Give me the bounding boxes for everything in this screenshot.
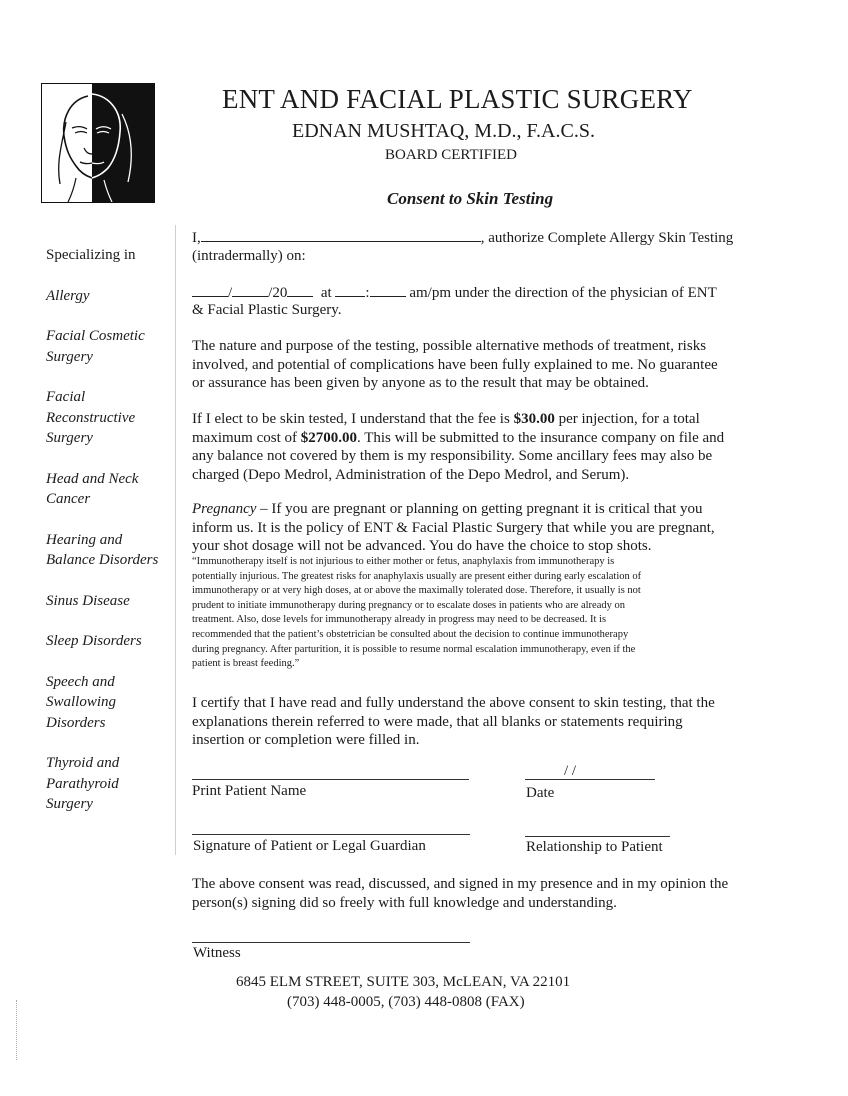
specialty-item: [46, 469, 171, 510]
date-slash: /: [228, 285, 233, 301]
specialty-line: Thyroid and: [46, 755, 120, 771]
witness-statement-line: The above consent was read, discussed, and signed in my presence and in my opinion the: [192, 876, 729, 892]
schedule-text: am/pm under the direction of the physician of ENT: [409, 285, 717, 301]
quote-line: recommended that the patient’s obstetrician be consulted about the decision to continue immunotherapy: [192, 628, 629, 640]
patient-name-blank[interactable]: [201, 229, 481, 242]
fee-line: charged (Depo Medrol, Administration of the Depo Medrol, and Serum).: [192, 466, 630, 483]
certify-line: explanations therein referred to were made, that all blanks or statements requiring: [192, 713, 683, 730]
nature-line: or assurance has been given by anyone as to the result that may be obtained.: [192, 375, 649, 391]
fee-paragraph: [192, 410, 724, 484]
specialty-item: [46, 326, 171, 367]
specialty-item: [46, 530, 171, 571]
hour-blank[interactable]: [335, 284, 365, 297]
specialty-line: Swallowing: [46, 694, 117, 710]
specialty-line: Sleep Disorders: [46, 633, 142, 649]
specialty-item: [46, 286, 171, 307]
date-slashes: / /: [564, 763, 577, 779]
time-colon: :: [365, 285, 370, 301]
schedule-line: [192, 284, 717, 303]
specialty-line: Sinus Disease: [46, 592, 130, 609]
fee-text: . This will be submitted to the insurance company on file and: [357, 429, 725, 446]
nature-paragraph: [192, 337, 718, 393]
pregnancy-line: your shot dosage will not be advanced. You do have the choice to stop shots.: [192, 538, 652, 554]
pregnancy-text: – If you are pregnant or planning on getting pregnant it is critical that you: [256, 501, 703, 517]
pregnancy-paragraph: [192, 500, 715, 556]
quote-line: treatment. Also, dose levels for immunotherapy already in progress may need to be decreased. It is: [192, 614, 607, 626]
at-label: at: [320, 285, 332, 301]
specialty-line: Disorders: [46, 714, 106, 731]
specialty-line: Surgery: [46, 430, 93, 446]
year-prefix: /20: [268, 285, 288, 301]
specialty-line: Head and Neck: [46, 470, 139, 487]
board-certified: BOARD CERTIFIED: [385, 147, 518, 163]
specialty-item: [46, 753, 171, 815]
pregnancy-line: inform us. It is the policy of ENT & Facial Plastic Surgery that while you are pregnant,: [192, 519, 715, 536]
fee-text: per injection, for a total: [554, 411, 700, 427]
print-name-label: Print Patient Name: [192, 783, 307, 799]
quote-line: immunotherapy or at very high doses, at or above the maximally tolerated dose. Therefore, it usually is not: [192, 585, 641, 597]
specialty-line: Cancer: [46, 491, 91, 507]
authorize-line-2: (intradermally) on:: [192, 248, 306, 264]
sidebar-intro: Specializing in: [46, 247, 136, 263]
specialty-line: Speech and: [46, 673, 115, 690]
certify-line: insertion or completion were filled in.: [192, 732, 420, 748]
witness-statement-line: person(s) signing did so freely with full knowledge and understanding.: [192, 894, 617, 911]
specialty-item: [46, 387, 171, 449]
fee-line: any balance not covered by them is my responsibility. Some ancillary fees may also be: [192, 448, 713, 464]
specialty-line: Facial Cosmetic: [46, 328, 145, 344]
form-title: Consent to Skin Testing: [387, 189, 554, 208]
specialty-item: [46, 631, 171, 652]
date-label: Date: [526, 785, 555, 801]
signature-label: Signature of Patient or Legal Guardian: [193, 838, 426, 854]
authorize-line: [192, 229, 733, 248]
witness-statement: [192, 875, 728, 912]
margin-marks: [16, 1000, 18, 1060]
specialty-line: Hearing and: [46, 531, 123, 548]
specialties-sidebar: [46, 245, 171, 835]
certify-line: I certify that I have read and fully understand the above consent to skin testing, that the: [192, 695, 715, 711]
day-blank[interactable]: [232, 284, 268, 297]
month-blank[interactable]: [192, 284, 228, 297]
specialty-item: [46, 672, 171, 734]
schedule-line-2: & Facial Plastic Surgery.: [192, 302, 342, 318]
print-name-field[interactable]: [192, 779, 469, 780]
specialty-item: [46, 591, 171, 612]
specialty-line: Parathyroid: [46, 775, 119, 792]
certify-paragraph: [192, 694, 715, 750]
date-field[interactable]: [525, 779, 655, 780]
pregnancy-label: Pregnancy: [192, 501, 257, 517]
fee-text: If I elect to be skin tested, I understand that the fee is: [192, 411, 514, 427]
immunotherapy-quote: [192, 555, 641, 672]
practice-address: 6845 ELM STREET, SUITE 303, McLEAN, VA 22101: [236, 974, 571, 990]
fee-maximum: $2700.00: [300, 429, 357, 446]
specialty-line: Surgery: [46, 348, 93, 365]
authorize-text: , authorize Complete Allergy Skin Testing: [480, 230, 734, 246]
specialty-line: Facial: [46, 389, 86, 405]
quote-line: patient is breast feeding.”: [192, 658, 300, 670]
relationship-field[interactable]: [525, 836, 670, 837]
fee-per-injection: $30.00: [513, 411, 555, 427]
specialty-line: Balance Disorders: [46, 552, 159, 568]
practice-phones: (703) 448-0005, (703) 448-0808 (FAX): [287, 994, 525, 1010]
relationship-label: Relationship to Patient: [526, 839, 663, 855]
practice-name: ENT AND FACIAL PLASTIC SURGERY: [222, 84, 693, 114]
nature-line: involved, and potential of complications have been fully explained to me. No guarantee: [192, 356, 718, 373]
specialty-line: Reconstructive: [46, 409, 136, 426]
nature-line: The nature and purpose of the testing, possible alternative methods of treatment, risks: [192, 338, 707, 354]
fee-text: maximum cost of: [192, 429, 301, 446]
quote-line: prudent to initiate immunotherapy during pregnancy or to escalate doses in patients who are already on: [192, 599, 625, 611]
quote-line: “Immunotherapy itself is not injurious to either mother or fetus, anaphylaxis from immunotherapy is: [192, 556, 615, 567]
sidebar-divider: [175, 225, 176, 855]
year-blank[interactable]: [287, 284, 313, 297]
quote-line: potentially injurious. The greatest risks for anaphylaxis usually are present either during early escalation of: [192, 570, 642, 582]
fee-line: [192, 410, 724, 429]
quote-line: during pregnancy. After parturition, it is possible to resume normal escalation immunotherapy, even if the: [192, 643, 636, 655]
doctor-name: EDNAN MUSHTAQ, M.D., F.A.C.S.: [292, 120, 595, 142]
authorize-prefix: I,: [192, 230, 201, 246]
minute-blank[interactable]: [370, 284, 406, 297]
practice-logo: [41, 83, 155, 203]
specialty-line: Surgery: [46, 796, 93, 812]
fee-line: [192, 429, 724, 448]
witness-label: Witness: [193, 945, 241, 961]
specialty-line: Allergy: [46, 287, 90, 304]
pregnancy-line: [192, 500, 715, 519]
signature-field[interactable]: [192, 834, 470, 835]
witness-field[interactable]: [192, 942, 470, 943]
